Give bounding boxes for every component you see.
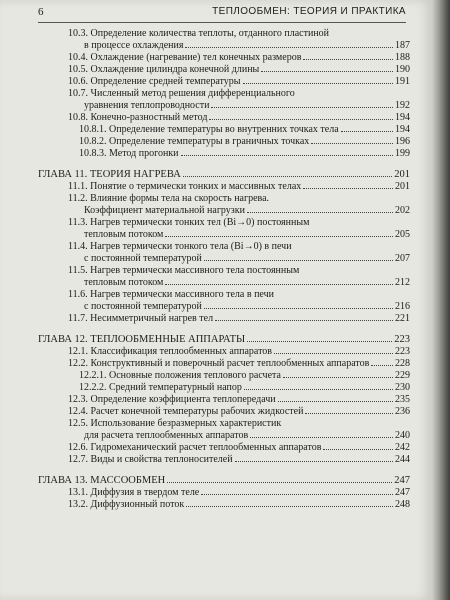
toc-entry (38, 358, 410, 370)
toc-entry-number: 10.5. (68, 64, 91, 75)
dot-leader (204, 260, 393, 261)
toc-entry (38, 124, 410, 136)
dot-leader (167, 482, 392, 483)
toc-entry (38, 181, 410, 193)
toc-page-number: 191 (395, 76, 410, 87)
toc-page-number: 230 (395, 382, 410, 393)
toc-page-number: 223 (394, 334, 410, 345)
toc-entry (38, 148, 410, 160)
toc-entry-title: Расчет конечной температуры рабочих жидкостей (90, 406, 304, 417)
toc-entry-number: 10.7. (68, 88, 91, 99)
toc-entry-number: 10.8.1. (79, 124, 109, 135)
toc-entry-title: уравнения теплопроводности (84, 100, 210, 111)
dot-leader (183, 176, 392, 177)
toc-entry-number: 11.3. (68, 217, 91, 228)
toc-entry-number: 12.7. (68, 454, 91, 465)
dot-leader (209, 119, 393, 120)
toc-page-number: 240 (395, 430, 410, 441)
page-header (38, 4, 406, 23)
dot-leader (201, 494, 393, 495)
dot-leader (165, 284, 393, 285)
dot-leader (244, 389, 393, 390)
toc-entry (38, 406, 410, 418)
toc-page-number: 196 (395, 136, 410, 147)
dot-leader (181, 155, 393, 156)
toc-entry-number: 12.4. (68, 406, 91, 417)
toc-entry-title: Численный метод решения дифференциального (90, 88, 295, 99)
toc-entry-title: в процессе охлаждения (84, 40, 184, 51)
toc-entry (38, 88, 410, 112)
toc-page-number: 199 (395, 148, 410, 159)
toc-page-number: 188 (395, 52, 410, 63)
dot-leader (341, 131, 393, 132)
toc-entry-number: 11.2. (68, 193, 91, 204)
toc-page-number: 242 (395, 442, 410, 453)
toc-entry (38, 313, 410, 325)
toc-entry-title: Влияние формы тела на скорость нагрева. (90, 193, 270, 204)
toc-entry-title: Несимметричный нагрев тел (90, 313, 214, 324)
running-title: ТЕПЛООБМЕН: ТЕОРИЯ И ПРАКТИКА (212, 6, 406, 17)
toc-entry-number: 12.2.2. (79, 382, 109, 393)
toc-entry-number: 12.3. (68, 394, 91, 405)
toc-entry-title: Конечно-разностный метод (90, 112, 208, 123)
toc-page-number: 201 (395, 181, 410, 192)
page-number: 6 (38, 6, 44, 18)
toc-entry-title: Использование безразмерных характеристик (90, 418, 282, 429)
toc-entry (38, 346, 410, 358)
toc-entry-title: Виды и свойства теплоносителей (90, 454, 233, 465)
toc-entry-number: 12.5. (68, 418, 91, 429)
toc-entry (38, 241, 410, 265)
toc-entry-title: Конструктивный и поверочный расчет теплообменных аппаратов (90, 358, 370, 369)
toc-entry-title: Определение количества теплоты, отданного пластиной (90, 28, 330, 39)
toc-entry-title: Классификация теплообменных аппаратов (90, 346, 273, 357)
toc-page-number: 247 (395, 487, 410, 498)
toc-entry-number: 11.6. (68, 289, 91, 300)
toc-entry (38, 52, 410, 64)
toc-page-number: 202 (395, 205, 410, 216)
toc-entry-number: 13.2. (68, 499, 91, 510)
toc-entry (38, 265, 410, 289)
toc-chapter (38, 334, 410, 346)
toc-entry-title: Коэффициент материальной нагрузки (84, 205, 245, 216)
toc-entry-number: 10.8. (68, 112, 91, 123)
dot-leader (185, 47, 393, 48)
dot-leader (305, 413, 393, 414)
toc-entry-number: 10.4. (68, 52, 91, 63)
toc-page-number: 235 (395, 394, 410, 405)
dot-leader (247, 212, 393, 213)
toc-entry (38, 382, 410, 394)
toc-entry-title: ГЛАВА 11. ТЕОРИЯ НАГРЕВА (38, 169, 181, 180)
toc-page-number: 236 (395, 406, 410, 417)
toc-entry-title: Определение коэффициента теплопередачи (90, 394, 276, 405)
dot-leader (204, 308, 393, 309)
dot-leader (235, 461, 393, 462)
next-page-edge (432, 0, 450, 600)
toc-entry (38, 217, 410, 241)
toc-entry-number: 12.2. (68, 358, 91, 369)
toc-page-number: 229 (395, 370, 410, 381)
toc-entry-title: Основные положения теплового расчета (109, 370, 281, 381)
toc-page-number: 247 (394, 475, 410, 486)
toc-entry (38, 487, 410, 499)
toc-entry (38, 76, 410, 88)
toc-entry-number: 10.8.3. (79, 148, 109, 159)
toc-entry (38, 112, 410, 124)
toc-page-number: 212 (395, 277, 410, 288)
toc-entry (38, 442, 410, 454)
toc-entry-title: для расчета теплообменных аппаратов (84, 430, 249, 441)
toc-entry-number: 12.6. (68, 442, 91, 453)
toc-entry-title: ГЛАВА 12. ТЕПЛООБМЕННЫЕ АППАРАТЫ (38, 334, 246, 345)
dot-leader (278, 401, 393, 402)
toc-page-number: 190 (395, 64, 410, 75)
toc-page-number: 194 (395, 112, 410, 123)
toc-entry-title: Диффузия в твердом теле (90, 487, 200, 498)
toc-entry-number: 11.4. (68, 241, 91, 252)
toc-page-number: 201 (394, 169, 410, 180)
toc-entry-title: Гидромеханический расчет теплообменных аппаратов (90, 442, 322, 453)
dot-leader (243, 83, 393, 84)
toc-entry-number: 11.7. (68, 313, 91, 324)
toc-entry-title: тепловым потоком (84, 277, 164, 288)
toc-page-number: 194 (395, 124, 410, 135)
toc-entry-title: Метод прогонки (109, 148, 179, 159)
toc-entry-number: 12.2.1. (79, 370, 109, 381)
toc-page-number: 223 (395, 346, 410, 357)
toc-entry-title: Охлаждение (нагревание) тел конечных размеров (90, 52, 302, 63)
toc-entry-number: 10.6. (68, 76, 91, 87)
toc-page-number: 187 (395, 40, 410, 51)
toc-entry-title: Нагрев термически массивного тела в печи (90, 289, 274, 300)
toc-entry-title: Диффузионный поток (90, 499, 185, 510)
toc-entry-number: 12.1. (68, 346, 91, 357)
toc-entry (38, 289, 410, 313)
toc-entry-title: Определение средней температуры (90, 76, 241, 87)
dot-leader (323, 449, 393, 450)
toc-entry-title: Средний температурный напор (109, 382, 242, 393)
toc-entry-title: Нагрев термически тонкого тела (Bi→0) в печи (90, 241, 292, 252)
dot-leader (165, 236, 393, 237)
toc-entry (38, 64, 410, 76)
toc-entry-title: Охлаждение цилиндра конечной длины (90, 64, 260, 75)
toc-page-number: 244 (395, 454, 410, 465)
table-of-contents (38, 28, 410, 511)
toc-entry (38, 28, 410, 52)
dot-leader (211, 107, 393, 108)
toc-entry (38, 454, 410, 466)
toc-entry-title: Нагрев термически массивного тела постоянным (90, 265, 300, 276)
dot-leader (303, 59, 393, 60)
toc-entry-title: тепловым потоком (84, 229, 164, 240)
toc-entry (38, 193, 410, 217)
toc-entry-number: 10.3. (68, 28, 91, 39)
toc-entry-title: Определение температуры в граничных точках (109, 136, 310, 147)
dot-leader (311, 143, 393, 144)
dot-leader (283, 377, 393, 378)
toc-entry-title: с постоянной температурой (84, 301, 202, 312)
toc-entry-title: Определение температуры во внутренних точках тела (109, 124, 339, 135)
toc-page-number: 207 (395, 253, 410, 264)
toc-chapter (38, 475, 410, 487)
toc-entry-number: 10.8.2. (79, 136, 109, 147)
dot-leader (247, 341, 392, 342)
dot-leader (250, 437, 393, 438)
dot-leader (186, 506, 393, 507)
toc-chapter (38, 169, 410, 181)
toc-entry (38, 370, 410, 382)
toc-page-number: 216 (395, 301, 410, 312)
toc-entry (38, 394, 410, 406)
toc-entry-number: 11.5. (68, 265, 91, 276)
toc-entry (38, 499, 410, 511)
toc-entry-number: 11.1. (68, 181, 91, 192)
toc-entry-number: 13.1. (68, 487, 91, 498)
dot-leader (371, 365, 393, 366)
toc-page-number: 248 (395, 499, 410, 510)
dot-leader (215, 320, 393, 321)
toc-page-number: 228 (395, 358, 410, 369)
dot-leader (261, 71, 393, 72)
toc-entry-title: ГЛАВА 13. МАССООБМЕН (38, 475, 166, 486)
toc-page-number: 221 (395, 313, 410, 324)
toc-entry-title: Нагрев термически тонких тел (Bi→0) постоянным (90, 217, 310, 228)
toc-page-number: 192 (395, 100, 410, 111)
dot-leader (303, 188, 393, 189)
toc-entry (38, 136, 410, 148)
toc-entry-title: с постоянной температурой (84, 253, 202, 264)
toc-entry-title: Понятие о термически тонких и массивных телах (90, 181, 302, 192)
dot-leader (274, 353, 393, 354)
toc-entry (38, 418, 410, 442)
toc-page-number: 205 (395, 229, 410, 240)
